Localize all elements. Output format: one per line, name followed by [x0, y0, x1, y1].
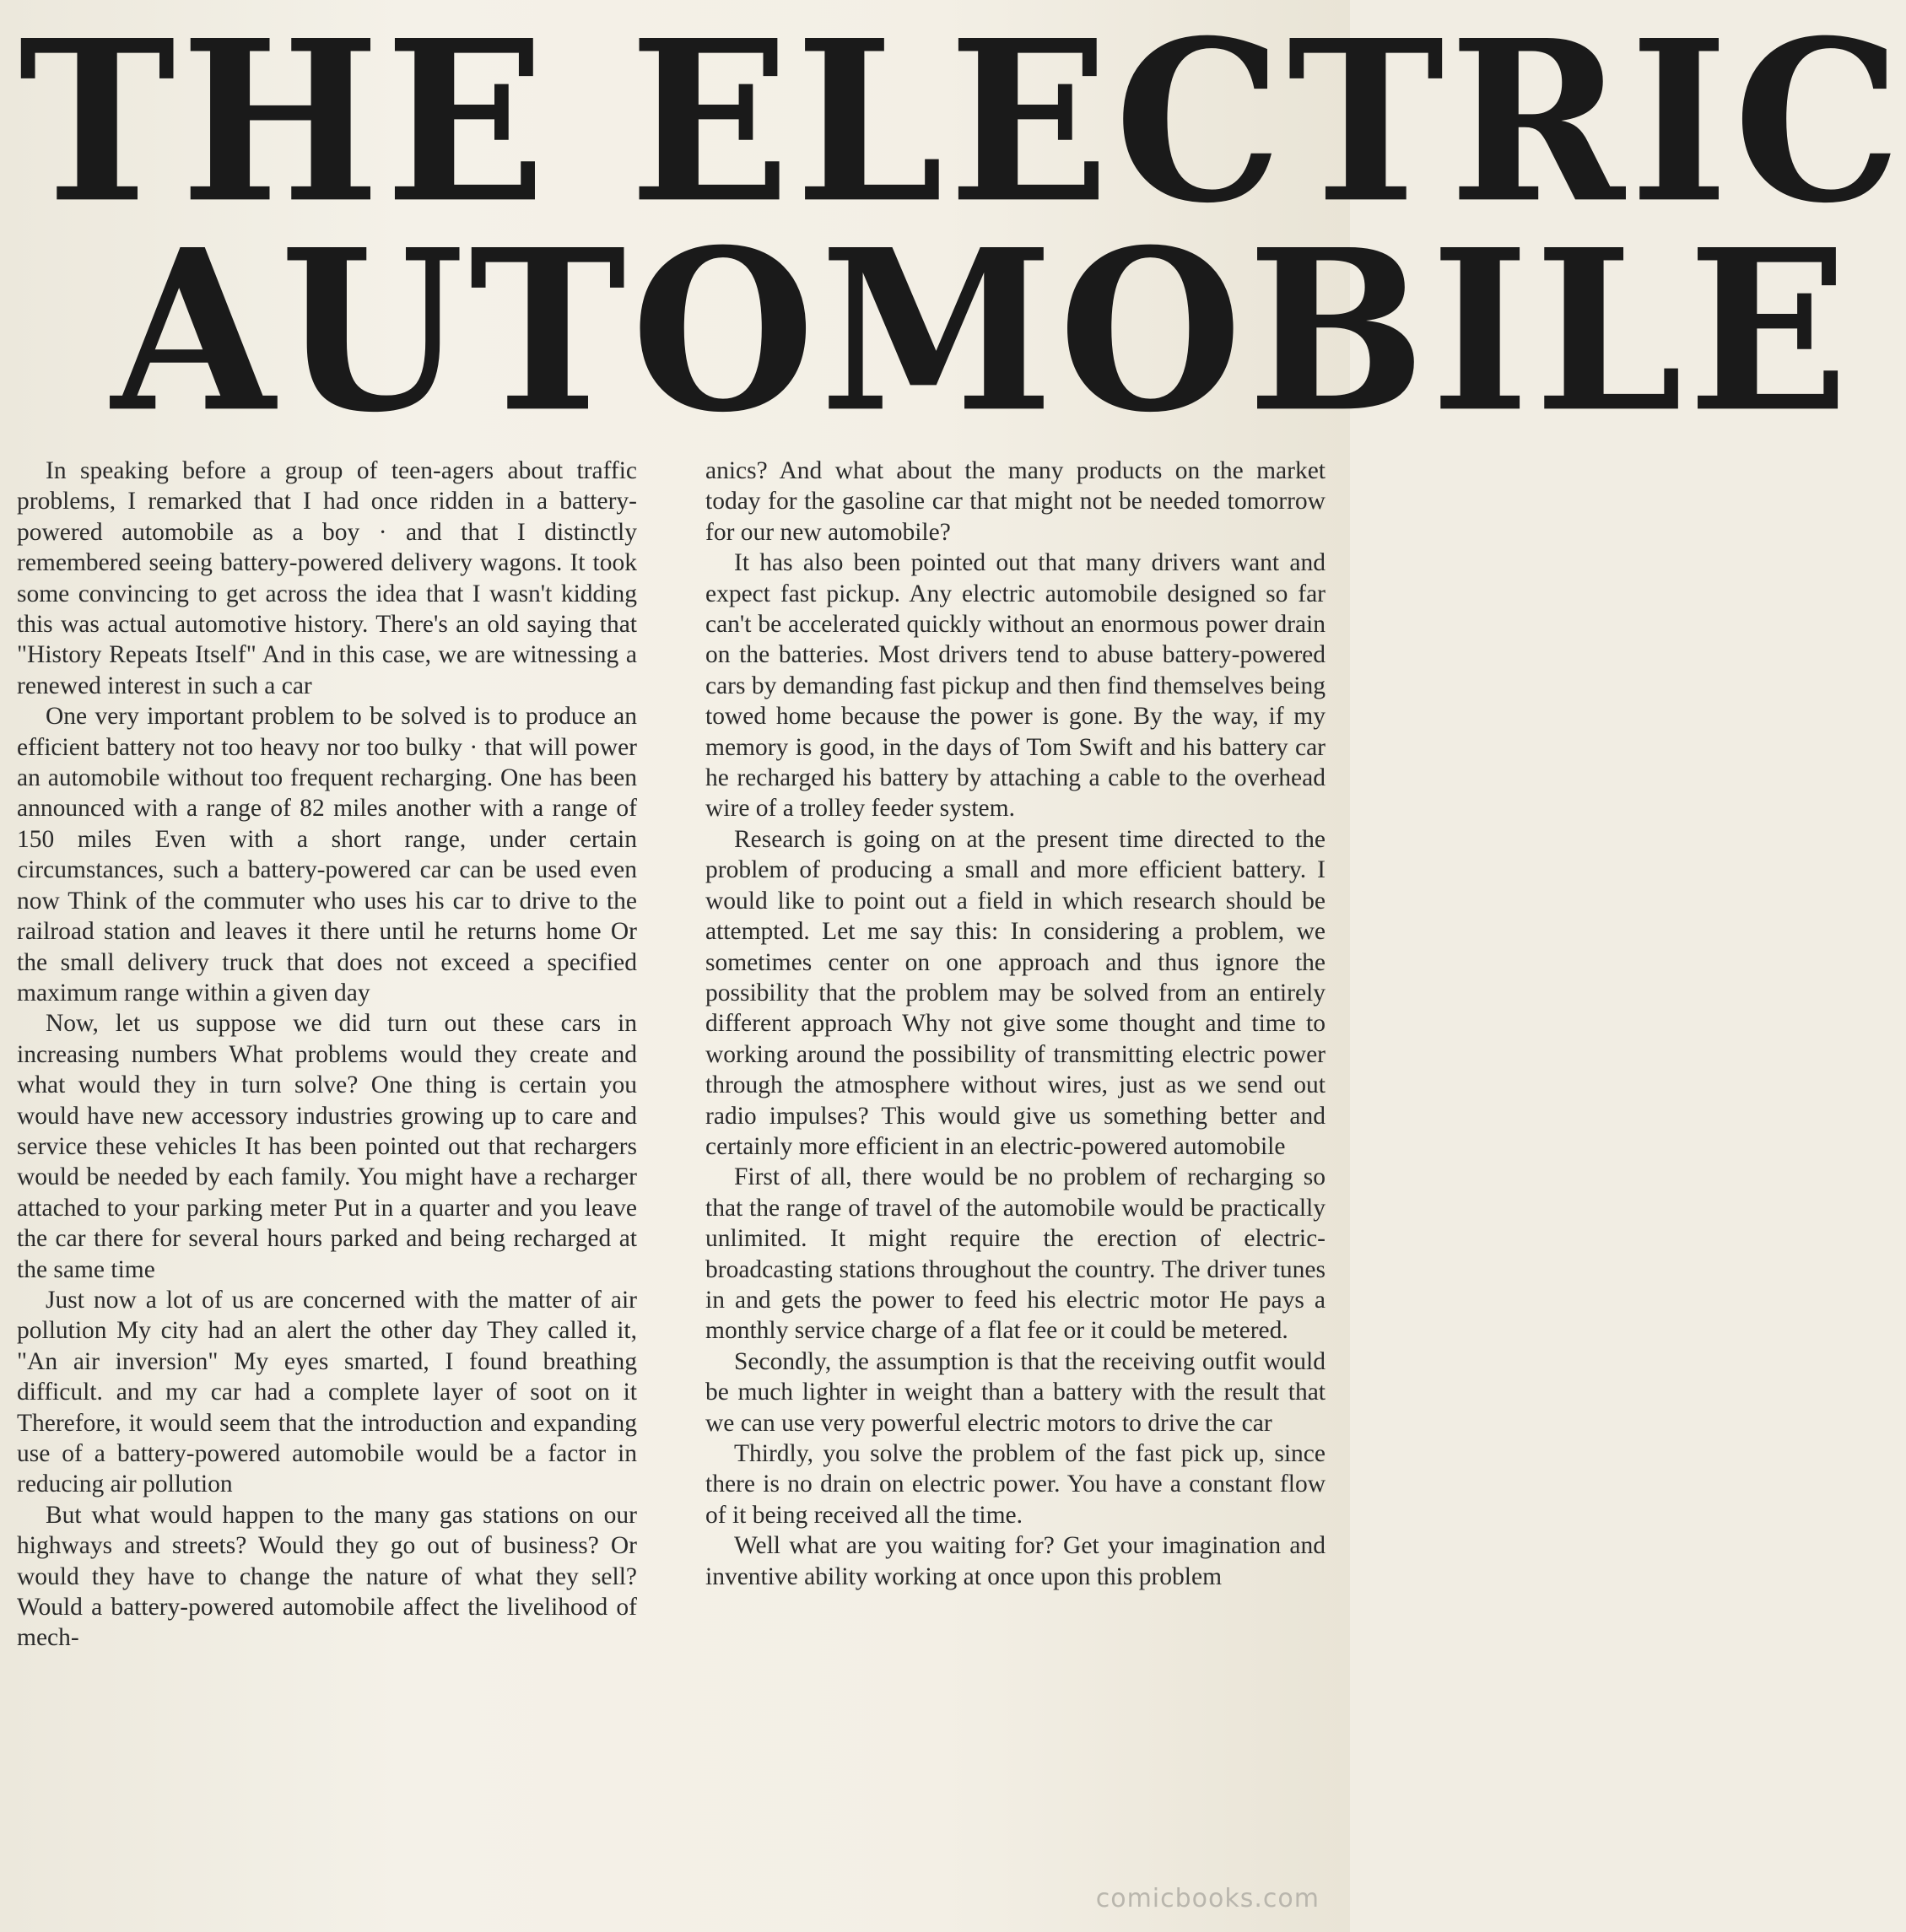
paragraph: In speaking before a group of teen-agers about traffic problems, I remarked that I had once ridden in a battery-powered automobile as a boy · and that I distinctly remembered seeing battery-powered delivery wagons. It took some convincing to get across the idea that I wasn't kidding this was actual automotive history. There's an old saying that "History Repeats Itself" And in this case, we are witnessing a renewed interest in such a car [17, 457, 637, 699]
paragraph: Just now a lot of us are concerned with the matter of air pollution My city had an alert the other day They called it, "An air inversion" My eyes smarted, I found breathing difficult. and my car had a complete layer of soot on it Therefore, it would seem that the introduction and expanding use of a battery-powered automobile would be a factor in reducing air pollution [17, 1286, 637, 1498]
paragraph: Thirdly, you solve the problem of the fast pick up, since there is no drain on electric power. You have a constant flow of it being received all the time. [705, 1440, 1326, 1529]
watermark: comicbooks.com [1095, 1884, 1320, 1913]
headline-line-2: AUTOMOBILE [111, 200, 1854, 461]
right-column [705, 456, 1326, 1592]
paragraph: Now, let us suppose we did turn out these cars in increasing numbers What problems would they create and what would they in turn solve? One thing is certain you would have new accessory industries growing up to care and service these vehicles It has been pointed out that rechargers would be needed by each family. You might have a recharger attached to your parking meter Put in a quarter and you leave the car there for several hours parked and being recharged at the same time [17, 1010, 637, 1283]
paragraph: But what would happen to the many gas stations on our highways and streets? Would they go out of business? Or would they have to change the nature of what they sell? Would a battery-powered automobile affect the livelihood of mech- [17, 1501, 637, 1652]
headline [19, 0, 1906, 461]
paragraph: One very important problem to be solved is to produce an efficient battery not too heavy nor too bulky · that will power an automobile without too frequent recharging. One has been announced with a range of 82 miles another with a range of 150 miles Even with a short range, under certain circumstances, such a battery-powered car can be used even now Think of the commuter who uses his car to drive to the railroad station and leaves it there until he returns home Or the small delivery truck that does not exceed a specified maximum range within a given day [17, 703, 637, 1006]
paragraph: Secondly, the assumption is that the receiving outfit would be much lighter in weight than a battery with the result that we can use very powerful electric motors to drive the car [705, 1347, 1326, 1437]
headline-line-1: THE ELECTRIC [19, 0, 1906, 252]
left-column [17, 456, 637, 1654]
paragraph: First of all, there would be no problem of recharging so that the range of travel of the automobile would be practically unlimited. It might require the erection of electric-broadcasting stations throughout the country. The driver tunes in and gets the power to feed his electric motor He pays a monthly service charge of a flat fee or it could be metered. [705, 1163, 1326, 1345]
paragraph: It has also been pointed out that many drivers want and expect fast pickup. Any electric automobile designed so far can't be accelerated quickly without an enormous power drain on the batteries. Most drivers tend to abuse battery-powered cars by demanding fast pickup and then find themselves being towed home because the power is gone. By the way, if my memory is good, in the days of Tom Swift and his battery car he recharged his battery by attaching a cable to the overhead wire of a trolley feeder system. [705, 549, 1326, 823]
paragraph-continuation: anics? And what about the many products on the market today for the gasoline car that might not be needed tomorrow for our new automobile? [705, 457, 1326, 546]
paragraph: Well what are you waiting for? Get your imagination and inventive ability working at once upon this problem [705, 1532, 1326, 1590]
paragraph: Research is going on at the present time directed to the problem of producing a small and more efficient battery. I would like to point out a field in which research should be attempted. Let me say this: In considering a problem, we sometimes center on one approach and thus ignore the possibility that the problem may be solved from an entirely different approach Why not give some thought and time to working around the possibility of transmitting electric power through the atmosphere without wires, just as we send out radio impulses? This would give us something better and certainly more efficient in an electric-powered automobile [705, 825, 1326, 1160]
